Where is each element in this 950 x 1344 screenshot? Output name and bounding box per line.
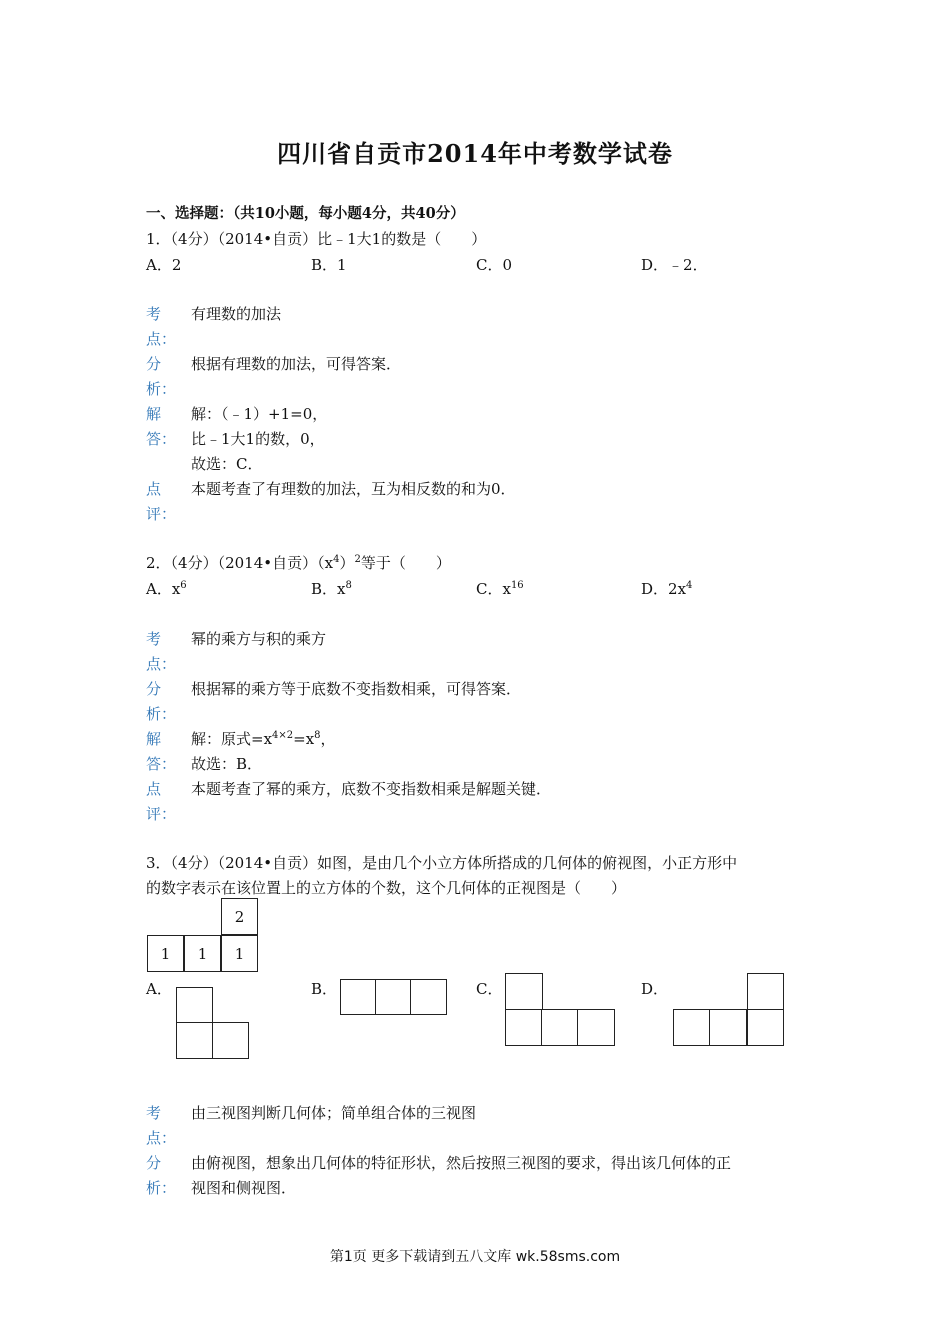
q2-dianping: 本题考查了幂的乘方，底数不变指数相乘是解题关键． [191,780,552,798]
q3-option-b-label: B． [311,980,338,998]
q2-label-jie: 解 [146,730,162,748]
figure-square [176,1022,213,1059]
q2-label-dian2: 点 [146,780,162,798]
q1-fenxi: 根据有理数的加法，可得答案． [191,355,402,373]
q2-option-c: C．$x^{16}$ [476,580,524,598]
q1-option-b: B．1 [311,256,347,274]
grid-cell-1: 1 [147,935,184,972]
q1-jieda-line3: 故选：C． [191,455,263,473]
q3-option-a-label: A． [146,980,172,998]
q2-label-da: 答： [146,755,177,773]
figure-square [505,973,543,1011]
figure-square [212,1022,249,1059]
figure-square [747,973,784,1011]
q1-stem: 1．（4分）（2014•自贡）比﹣1大1的数是（ ） [146,230,487,248]
q3-label-kao: 考 [146,1104,162,1122]
figure-square [340,979,377,1015]
q1-label-da: 答： [146,430,177,448]
q2-stem: 2．（4分）（2014•自贡）$(x^4)^2$等于（ ） [146,554,451,572]
q3-fenxi-line1: 由俯视图，想象出几何体的特征形状，然后按照三视图的要求，得出该几何体的正 [191,1154,732,1172]
figure-square [410,979,447,1015]
q3-stem-line2: 的数字表示在该位置上的立方体的个数，这个几何体的正视图是（ ） [146,879,627,897]
section-heading: 一、选择题：（共10小题，每小题4分，共40分） [146,205,465,222]
q2-option-d: D．$2x^4$ [641,580,693,598]
figure-square [577,1009,615,1046]
q1-label-kao: 考 [146,305,162,323]
q3-option-d-label: D． [641,980,669,998]
q2-kaodian: 幂的乘方与积的乘方 [191,630,327,648]
q3-label-xi: 析： [146,1179,177,1197]
q1-label-dian2: 点 [146,480,162,498]
page-footer: 第1页 更多下载请到五八文库 wk.58sms.com [329,1249,621,1265]
q1-option-c: C．0 [476,256,513,274]
q2-label-kao: 考 [146,630,162,648]
figure-square [176,987,213,1024]
page-title: 四川省自贡市2014年中考数学试卷 [277,139,673,168]
q2-label-ping: 评： [146,805,177,823]
q3-stem-line1: 3．（4分）（2014•自贡）如图，是由几个小立方体所搭成的几何体的俯视图，小正方形中 [146,854,738,872]
q3-label-fen: 分 [146,1154,162,1172]
q2-option-a: A．$x^6$ [146,580,187,598]
q1-jieda-line1: 解：（﹣1）+1=0， [191,405,328,423]
q1-label-ping: 评： [146,505,177,523]
q2-label-dian: 点： [146,655,177,673]
q1-dianping: 本题考查了有理数的加法，互为相反数的和为0． [191,480,516,498]
q2-fenxi: 根据幂的乘方等于底数不变指数相乘，可得答案． [191,680,522,698]
q3-kaodian: 由三视图判断几何体；简单组合体的三视图 [191,1104,477,1122]
q2-label-xi: 析： [146,705,177,723]
q1-label-dian: 点： [146,330,177,348]
q3-fenxi-line2: 视图和侧视图． [191,1179,297,1197]
figure-square [747,1009,784,1046]
grid-cell-2: 1 [184,935,221,972]
figure-square [505,1009,543,1046]
q2-label-fen: 分 [146,680,162,698]
figure-square [541,1009,579,1046]
q1-kaodian: 有理数的加法 [191,305,282,323]
q1-option-d: D．﹣2． [641,256,708,274]
q2-option-b: B．$x^8$ [311,580,352,598]
grid-cell-top: 2 [221,898,258,935]
q1-jieda-line2: 比﹣1大1的数，0， [191,430,325,448]
q1-label-jie: 解 [146,405,162,423]
q2-jieda-line2: 故选：B． [191,755,263,773]
figure-square [673,1009,711,1046]
figure-square [375,979,412,1015]
q3-label-dian: 点： [146,1129,177,1147]
figure-square [709,1009,747,1046]
q1-label-fen: 分 [146,355,162,373]
grid-cell-3: 1 [221,935,258,972]
q3-option-c-label: C． [476,980,503,998]
q1-option-a: A．2 [146,256,182,274]
q2-jieda-line1: 解：原式$=x^{4\times 2}=x^8$， [191,730,336,748]
q1-label-xi: 析： [146,380,177,398]
